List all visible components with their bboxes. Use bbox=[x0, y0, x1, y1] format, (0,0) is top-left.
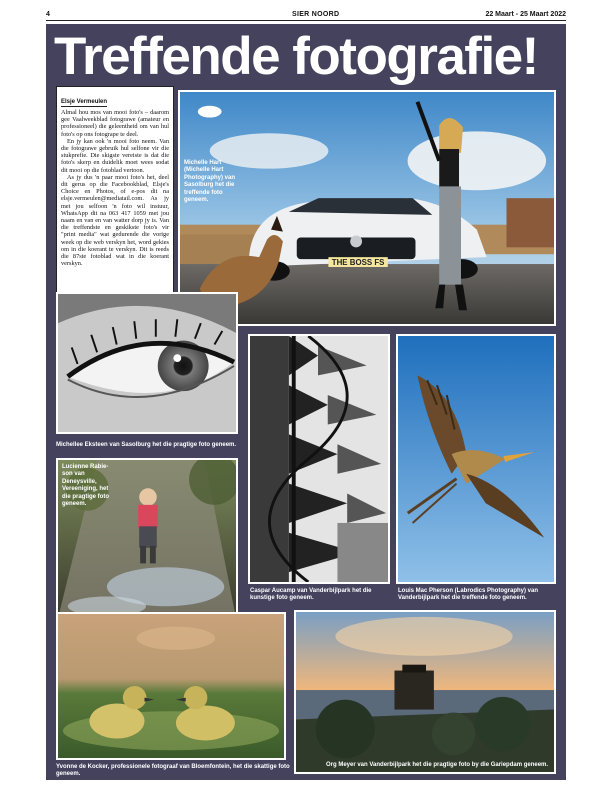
caption-goslings: Yvonne de Kocker, professionele fotograaf van Bloemfontein, het die skattige foto geneem. bbox=[56, 764, 290, 778]
article-paragraph: Almal hou mos van mooi foto's – daarom gee Vaalweekblad fotograwe (amateur en professioneel) die geleentheid om van hul foto's op ons fotogrape te deel. bbox=[61, 109, 169, 138]
article-box bbox=[56, 86, 174, 308]
article-paragraph: En jy kan ook 'n mooi foto neem. Van die fotograwe gebruik hul selfone vir die stukprefie. Die skigste vereiste is dat die foto's skerp en duidelik moet wees sodat dit mooi op die fotoblad vertoon. bbox=[61, 137, 169, 174]
paper-name: SIER NOORD bbox=[292, 11, 340, 18]
photo-goslings bbox=[56, 612, 286, 760]
photo-bird bbox=[396, 334, 556, 584]
eye-image bbox=[58, 294, 236, 432]
caption-staircase: Caspar Aucamp van Vanderbijlpark het die kunstige foto geneem. bbox=[250, 588, 372, 602]
photo-car-woman bbox=[178, 90, 556, 326]
number-plate: THE BOSS FS bbox=[331, 258, 385, 268]
caption-dam: Org Meyer van Vanderbijlpark het die pragtige foto by die Gariepdam geneem. bbox=[326, 762, 549, 768]
bird-image bbox=[398, 336, 554, 582]
header-divider bbox=[46, 20, 566, 21]
dam-image bbox=[296, 612, 554, 772]
caption-child: Lucienne Rabie-son van Deneysville, Vereeniging, het die pragtige foto geneem. bbox=[62, 464, 109, 508]
goslings-image bbox=[58, 614, 284, 758]
photo-dam bbox=[294, 610, 556, 774]
photo-child bbox=[56, 458, 238, 620]
caption-eye: Michellee Eksteen van Sasolburg het die pragtige foto geneem. bbox=[56, 442, 237, 448]
headline: Treffende fotografie! bbox=[54, 27, 538, 86]
photo-staircase bbox=[248, 334, 390, 584]
car-woman-image bbox=[180, 92, 554, 324]
article-paragraph: As jy dus 'n paar mooi foto's het, deel dit gerus op die Facebookblad, Elsje's Choice en Photos, of e-pos dit na elsje.vermeulen@mediatail.com. As jy met jou selfoon 'n foto wil instuur, WhatsApp dit na 063 417 1059 met jou naam en van en van watter dorp jy is. Van die treffendste en geskikste foto's vir "print media" wat gedurende die vorige week op die web verskyn het, word gekies om in die koerant te verskyn. Dit is reeds die 87ste fotoblad wat in die koerant verskyn. bbox=[61, 173, 169, 268]
staircase-image bbox=[250, 336, 388, 582]
caption-bird: Louis Mac Pherson (Labrodics Photography) van Vanderbijlpark het die treffende foto geneem. bbox=[398, 588, 539, 602]
photo-page-panel bbox=[46, 24, 566, 780]
page-number: 4 bbox=[46, 11, 50, 18]
issue-date: 22 Maart - 25 Maart 2022 bbox=[485, 11, 566, 18]
caption-car-woman: Michelle Hart (Michelle Hart Photography) van Sasolburg het die treffende foto geneem. bbox=[184, 160, 236, 204]
article-body bbox=[61, 109, 169, 267]
photo-eye bbox=[56, 292, 238, 434]
byline: Elsje Vermeulen bbox=[61, 99, 108, 105]
